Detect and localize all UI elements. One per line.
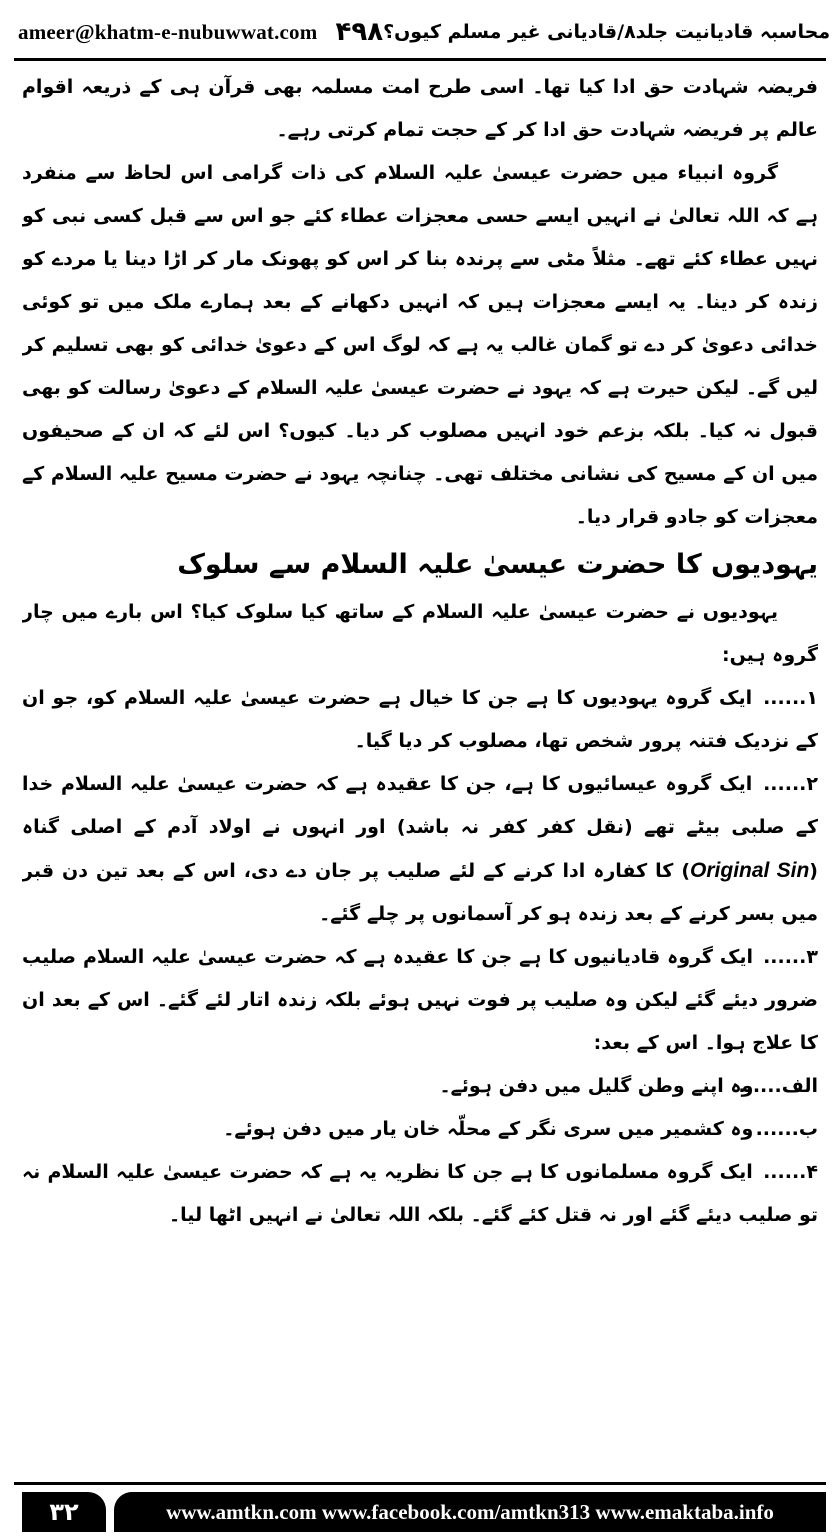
header-page-number: ۴۹۸ xyxy=(335,17,384,47)
list-item-text: ایک گروہ یہودیوں کا ہے جن کا خیال ہے حضرت عیسیٰ علیہ السلام کو، جو ان کے نزدیک فتنہ پرور شخص تھا، مصلوب کر دیا گیا۔ xyxy=(22,687,818,752)
sub-item-text: وہ کشمیر میں سری نگر کے محلّہ خان یار میں دفن ہوئے۔ xyxy=(223,1118,754,1140)
header-title: محاسبہ قادیانیت جلد۸/قادیانی غیر مسلم کیوں؟ xyxy=(383,21,831,43)
list-item-2 xyxy=(22,763,818,936)
paragraph-1: فریضہ شہادت حق ادا کیا تھا۔ اسی طرح امت مسلمہ بھی قرآن ہی کے ذریعہ اقوام عالم پر فریضہ شہادت حق ادا کر کے حجت تمام کرتی رہے۔ xyxy=(22,76,818,141)
list-item-number: ۳...... xyxy=(763,946,818,968)
list-item-3 xyxy=(22,936,818,1065)
footer-links[interactable]: www.amtkn.com www.facebook.com/amtkn313 www.emaktaba.info xyxy=(114,1492,826,1532)
page-header xyxy=(18,10,831,54)
list-item-number: ۴...... xyxy=(763,1161,818,1183)
footer-bar xyxy=(22,1492,826,1532)
paragraph-2: گروہ انبیاء میں حضرت عیسیٰ علیہ السلام کی ذات گرامی اس لحاظ سے منفرد ہے کہ اللہ تعالیٰ نے انہیں ایسے حسی معجزات عطاء کئے جو اس سے قبل کسی نبی کو نہیں عطاء کئے تھے۔ مثلاً مٹی سے پرندہ بنا کر اس کو پھونک مار کر اڑا دینا یا مردے کو زندہ کر دینا۔ یہ ایسے معجزات ہیں کہ انہیں دکھانے کے بعد ہمارے ملک میں تو کوئی خدائی دعویٰ کر دے تو گمان غالب یہ ہے کہ لوگ اس کے دعویٰ خدائی کو بھی تسلیم کر لیں گے۔ لیکن حیرت ہے کہ یہود نے حضرت عیسیٰ علیہ السلام کے دعویٰ رسالت کو بھی قبول نہ کیا۔ بلکہ بزعم خود انہیں مصلوب کر دیا۔ کیوں؟ اس لئے کہ ان کے صحیفوں میں ان کے مسیح کی نشانی مختلف تھی۔ چنانچہ یہود نے حضرت مسیح علیہ السلام کے معجزات کو جادو قرار دیا۔ xyxy=(22,162,818,528)
list-item-text: ایک گروہ عیسائیوں کا ہے، جن کا عقیدہ ہے کہ حضرت عیسیٰ علیہ السلام خدا کے صلبی بیٹے تھے (نقل کفر کفر نہ باشد) اور انہوں نے اولاد آدم کے اصلی گناہ ( xyxy=(22,773,818,882)
page-body xyxy=(22,66,818,1474)
sub-item-bay xyxy=(22,1108,818,1151)
header-left xyxy=(18,17,383,47)
list-item-text-cont: ) کا کفارہ ادا کرنے کے لئے صلیب پر جان دے دی، اس کے بعد تین دن قبر میں بسر کرنے کے بعد زندہ ہو کر آسمانوں پر چلے گئے۔ xyxy=(22,860,818,925)
original-sin-term: Original Sin xyxy=(690,859,810,882)
list-item-4 xyxy=(22,1151,818,1237)
list-item-number: ۱...... xyxy=(763,687,818,709)
footer-page-number: ۳۲ xyxy=(22,1492,106,1532)
sub-item-label: الف...... xyxy=(738,1075,818,1097)
list-item-text: ایک گروہ قادیانیوں کا ہے جن کا عقیدہ ہے کہ حضرت عیسیٰ علیہ السلام صلیب ضرور دیئے گئے لیکن وہ صلیب پر فوت نہیں ہوئے بلکہ زندہ اتار لئے گئے۔ اس کے بعد ان کا علاج ہوا۔ اس کے بعد: xyxy=(22,946,818,1054)
section-heading: یہودیوں کا حضرت عیسیٰ علیہ السلام سے سلوک xyxy=(177,549,818,580)
header-divider xyxy=(14,58,826,61)
sub-item-text: وہ اپنے وطن گلیل میں دفن ہوئے۔ xyxy=(439,1075,754,1097)
header-email[interactable]: ameer@khatm-e-nubuwwat.com xyxy=(18,19,318,44)
paragraph-3: یہودیوں نے حضرت عیسیٰ علیہ السلام کے ساتھ کیا سلوک کیا؟ اس بارے میں چار گروہ ہیں: xyxy=(22,601,818,666)
page-footer xyxy=(0,1482,840,1540)
list-item-text: ایک گروہ مسلمانوں کا ہے جن کا نظریہ یہ ہے کہ حضرت عیسیٰ علیہ السلام نہ تو صلیب دیئے گئے اور نہ قتل کئے گئے۔ بلکہ اللہ تعالیٰ نے انہیں اٹھا لیا۔ xyxy=(22,1161,818,1226)
list-item-1 xyxy=(22,677,818,763)
sub-item-alif xyxy=(22,1065,818,1108)
footer-divider xyxy=(14,1482,826,1485)
sub-item-label: ب...... xyxy=(755,1118,818,1140)
list-item-number: ۲...... xyxy=(763,773,818,795)
